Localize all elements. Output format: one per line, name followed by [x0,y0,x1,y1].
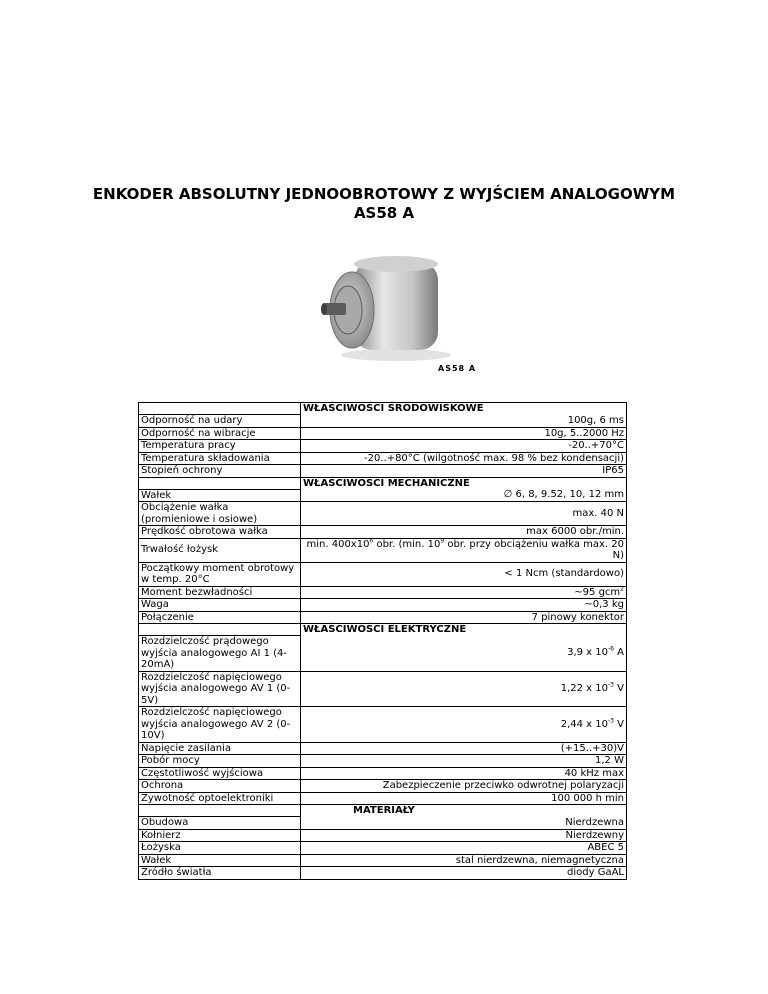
image-caption: AS58 A [438,364,477,373]
section-title: WŁAŚCIWOŚCI ŚRODOWISKOWE [301,403,627,415]
table-row: Wałek stal nierdzewna, niemagnetyczna [139,854,627,867]
table-row: Temperatura składowania -20..+80°C (wilgotność max. 98 % bez kondensacji) [139,452,627,465]
table-row: Wałek ∅ 6, 8, 9.52, 10, 12 mm [139,489,627,502]
table-row: Obudowa Nierdzewna [139,817,627,830]
document-title [0,185,768,223]
table-row: Obciążenie wałka (promieniowe i osiowe) max. 40 N [139,502,627,526]
table-row: Łożyska ABEC 5 [139,842,627,855]
table-row: Żywotność optoelektroniki 100 000 h min [139,792,627,805]
section-header-materials [139,805,627,817]
table-row: Odporność na udary 100g, 6 ms [139,415,627,428]
section-title: WŁAŚCIWOŚCI MECHANICZNE [301,477,627,489]
section-header-environmental [139,403,627,415]
table-row: Pobór mocy 1,2 W [139,755,627,768]
section-title: MATERIAŁY [301,805,627,817]
encoder-photo [296,252,468,364]
table-row: Rozdzielczość napięciowego wyjścia analogowego AV 1 (0-5V) 1,22 x $10^{-3}$ V [139,671,627,707]
section-header-mechanical [139,477,627,489]
table-row: Ochrona Zabezpieczenie przeciwko odwrotnej polaryzacji [139,780,627,793]
title-line-2: AS58 A [353,204,415,222]
table-row: Rozdzielczość napięciowego wyjścia analogowego AV 2 (0-10V) 2,44 x $10^{-3}$ V [139,707,627,743]
table-row: Moment bezwładności ~95 gcm$^2$ [139,586,627,599]
table-row: Waga ~0,3 kg [139,599,627,612]
section-header-electrical [139,624,627,636]
table-row: Prędkość obrotowa wałka max 6000 obr./min. [139,526,627,539]
table-row: Początkowy moment obrotowy w temp. 20°C < 1 Ncm (standardowo) [139,562,627,586]
table-row: Trwałość łożysk min. $400x10^6$ obr. (min. $10^9$ obr. przy obciążeniu wałka max. 20 N) [139,538,627,562]
table-row: Rozdzielczość prądowego wyjścia analogowego AI 1 (4-20mA) 3,9 x $10^{-6}$ A [139,636,627,672]
table-row: Stopień ochrony IP65 [139,465,627,478]
table-row: Temperatura pracy -20..+70°C [139,440,627,453]
spec-table [138,402,627,880]
table-row: Kołnierz Nierdzewny [139,829,627,842]
table-row: Połączenie 7 pinowy konektor [139,611,627,624]
table-row: Źródło światła diody GaAL [139,867,627,880]
table-row: Częstotliwość wyjściowa 40 kHz max [139,767,627,780]
table-row: Odporność na wibracje 10g, 5..2000 Hz [139,427,627,440]
title-line-1: ENKODER ABSOLUTNY JEDNOOBROTOWY Z WYJŚCIEM ANALOGOWYM [92,185,676,203]
table-row: Napięcie zasilania (+15..+30)V [139,742,627,755]
section-title: WŁAŚCIWOŚCI ELEKTRYCZNE [301,624,627,636]
